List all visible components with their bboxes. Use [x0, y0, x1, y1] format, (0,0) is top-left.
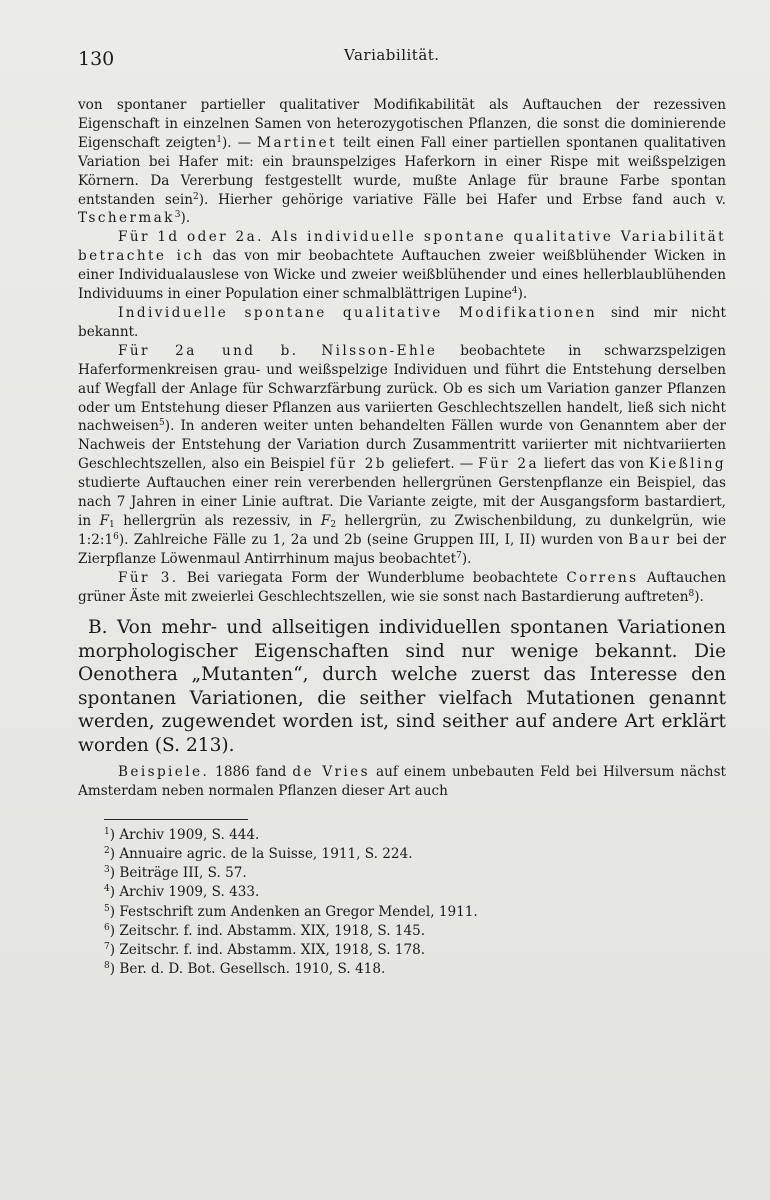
footnote-ref: 6: [113, 531, 119, 542]
footnote-ref: 5: [159, 418, 165, 429]
footnote: [104, 903, 726, 922]
footnote-text: ) Ber. d. D. Bot. Gesellsch. 1910, S. 418.: [109, 961, 386, 978]
text-run: ). Zahlreiche Fälle zu 1, 2a und 2b (seine Gruppen III, I, II) wurden von: [118, 531, 629, 548]
paragraph-examples: [78, 763, 726, 801]
section-b-paragraph: B. Von mehr- und allseitigen individuellen spontanen Variationen morphologischer Eigenschaften sind nur wenige bekannt. Die Oenothera „Mutanten“, durch welche zuerst das Interesse den spontanen Variationen, die seither vielfach Mutationen genannt werden, zugewendet worden ist, sind seither auf andere Art erklärt worden (S. 213).: [78, 617, 726, 756]
footnote-mark: 6: [104, 922, 110, 933]
footnote-mark: 2: [104, 845, 110, 856]
footnote-mark: 4: [104, 884, 110, 895]
text-run: liefert das von: [538, 456, 649, 473]
author-name: Tschermak: [78, 210, 175, 227]
footnote: [104, 845, 726, 864]
text-run: bei der Zierpflanze Löwenmaul Antirrhinum majus beobachtet: [78, 531, 726, 567]
text-run: sind mir nicht bekannt.: [78, 304, 726, 340]
paragraph-3: [78, 304, 726, 342]
spaced-lead: Für 3.: [118, 569, 179, 586]
generation-symbol: F: [320, 512, 331, 529]
spaced-lead: Für 1d oder 2a. Als individuelle spontane qualitative Variabilität betrachte ich: [78, 229, 726, 265]
text-run: das von mir beobachtete Auftauchen zweier weißblühender Wicken in einer Individualauslese von Wicke und zweier weißblühender und eines hellerblaublühenden Individuums in einer Population einer schmalblättrigen Lupine: [78, 248, 726, 303]
footnote: [104, 826, 726, 845]
paragraph-4: [78, 342, 726, 569]
author-name: Nilsson-Ehle: [321, 342, 438, 359]
paragraph-2: [78, 228, 726, 304]
spaced-term: für 2b: [329, 456, 387, 473]
author-name: Baur: [628, 531, 672, 548]
text-run: ). Hierher gehörige variative Fälle bei Hafer und Erbse fand auch v.: [198, 191, 726, 208]
footnote-text: ) Archiv 1909, S. 444.: [109, 826, 260, 843]
author-name: de Vries: [292, 763, 371, 780]
body-text-large: [78, 616, 726, 756]
paragraph-1: [78, 96, 726, 228]
text-run: ).: [517, 286, 528, 303]
author-name: Martinet: [257, 134, 337, 151]
text-run: Auftauchen grüner Äste mit zweierlei Geschlechtszellen, wie sie sonst nach Bastardierung auftreten: [78, 569, 726, 605]
text-run: von spontaner partieller qualitativer Modifikabilität als Auftauchen der rezessiven Eigenschaft in einzelnen Samen von heterozygotischen Pflanzen, die sonst die dominierende Eigenschaft zeigten: [78, 97, 726, 151]
footnote-ref: 2: [192, 191, 199, 202]
footnote: [104, 883, 726, 902]
text-run: 1886 fand: [209, 763, 293, 780]
text-run: hellergrün als rezessiv, in: [114, 512, 321, 529]
footnote-text: ) Festschrift zum Andenken an Gregor Mendel, 1911.: [109, 903, 478, 920]
text-run: ). —: [221, 134, 258, 151]
spaced-lead: Beispiele.: [118, 763, 210, 780]
footnote-text: ) Zeitschr. f. ind. Abstamm. XIX, 1918, S. 178.: [109, 941, 426, 958]
text-run: geliefert. —: [386, 456, 479, 473]
generation-symbol: F: [99, 512, 110, 529]
page-number: 130: [78, 48, 115, 70]
text-run: ).: [694, 588, 704, 605]
author-name: Kießling: [649, 456, 726, 473]
text-run: beobachtete in schwarzspelzigen Haferformenkreisen grau- und weißspelzige Individuen und führt die Entstehung derselben auf Wegfall der Anlage für Schwarzfärbung zurück. Ob es sich um Variation ganzer Pflanzen oder um Entstehung dieser Pflanzen aus variierten Geschlechtszellen handelt, ließ sich nicht nachweisen: [78, 342, 726, 435]
text-run: ).: [180, 210, 191, 227]
footnote-divider: [104, 819, 248, 820]
footnote: [104, 864, 726, 883]
footnote-text: ) Archiv 1909, S. 433.: [109, 884, 260, 901]
footnote-ref: 8: [688, 588, 695, 599]
text-run: hellergrün, zu Zwischenbildung, zu dunkelgrün, wie 1:2:1: [78, 512, 726, 548]
footnote-text: ) Beiträge III, S. 57.: [109, 865, 247, 882]
footnote-mark: 8: [104, 961, 110, 972]
text-run: ).: [461, 550, 472, 567]
footnote-ref: 4: [511, 286, 518, 297]
text-run: ). In anderen weiter unten behandelten Fällen wurde von Genanntem aber der Nachweis der Entstehung der Variation durch Zusammentritt variierter mit nichtvariierten Geschlechtszellen, also ein Beispiel: [78, 418, 726, 473]
spaced-lead: Individuelle spontane qualitative Modifikationen: [118, 304, 597, 321]
footnote-mark: 5: [104, 903, 110, 914]
text-run: Bei variegata Form der Wunderblume beobachtete: [178, 569, 567, 586]
paragraph-5: [78, 569, 726, 607]
footnote-mark: 1: [104, 826, 110, 837]
body-text-small: [78, 96, 726, 606]
text-run: teilt einen Fall einer partiellen spontanen qualitativen Variation bei Hafer mit: ein braunspelziges Haferkorn in einer Rispe mit weißspelzigen Körnern. Da Vererbung festgestellt wurde, mußte Anlage für braune Farbe spontan entstanden sein: [78, 134, 726, 208]
text-run: auf einem unbebauten Feld bei Hilversum nächst Amsterdam neben normalen Pflanzen dieser Art auch: [78, 763, 727, 799]
footnotes: [104, 826, 726, 980]
spaced-lead: Für 2a und b.: [118, 342, 299, 359]
footnote: [104, 941, 726, 960]
footnote: [104, 922, 726, 941]
generation-subscript: 2: [330, 519, 337, 530]
generation-subscript: 1: [109, 519, 115, 530]
text-run: studierte Auftauchen einer rein vererbenden hellergrünen Gerstenpflanze ein Beispiel, das nach 7 Jahren in einer Linie auftrat. Die Variante zeigte, mit der Ausgangsform bastardiert, in: [78, 475, 726, 529]
running-head: Variabilität.: [344, 46, 440, 64]
author-name: Correns: [566, 569, 639, 586]
footnote-ref: 3: [174, 210, 181, 221]
spaced-term: Für 2a: [478, 456, 539, 473]
footnote-mark: 3: [104, 865, 110, 876]
footnote-mark: 7: [104, 941, 110, 952]
footnote: [104, 960, 726, 979]
footnote-ref: 1: [216, 134, 222, 145]
footnote-text: ) Zeitschr. f. ind. Abstamm. XIX, 1918, S. 145.: [109, 922, 426, 939]
footnote-ref: 7: [456, 550, 462, 561]
page-header: [78, 44, 726, 84]
body-text-examples: [78, 763, 726, 801]
footnote-text: ) Annuaire agric. de la Suisse, 1911, S. 224.: [109, 845, 413, 862]
